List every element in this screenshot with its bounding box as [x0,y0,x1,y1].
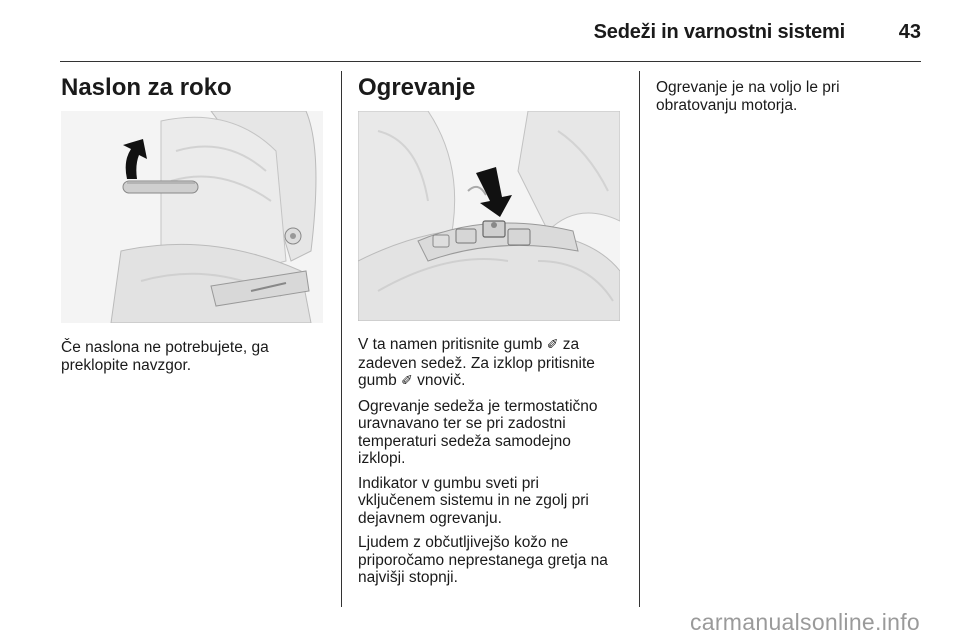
text-span: Ogrevanje sedeža je termostatično [358,397,598,415]
heated-seat-illustration [358,111,620,321]
text-line: Ogrevanje je na voljo le pri [656,79,840,96]
page-number: 43 [898,21,921,43]
text-span: vključenem sistemu in ne zgolj pri [358,492,589,509]
text-span: vnovič. [412,372,466,389]
column-divider-2 [639,71,640,607]
seat-heating-icon: ✐ [546,337,559,353]
text-span: uravnavano ter se pri zadostni [358,415,566,432]
heating-paragraph-4 [358,534,608,587]
page-header-title: Sedeži in varnostni sistemi [593,21,845,43]
armrest-text [61,339,269,374]
text-span: zadeven sedež. Za izklop pritisnite [358,354,595,372]
text-line: Če naslona ne potrebujete, ga [61,339,269,356]
heating-paragraph-1 [358,336,608,391]
footer-watermark: carmanualsonline.info [689,609,920,635]
section-heading-armrest: Naslon za roko [61,74,232,101]
heating-text [358,336,608,594]
text-span: Ljudem z občutljivejšo kožo ne [358,534,569,551]
text-span: Indikator v gumbu sveti pri [358,474,539,492]
text-span: V ta namen pritisnite gumb [358,336,547,353]
text-line: preklopite navzgor. [61,356,192,374]
text-span: temperaturi sedeža samodejno [358,432,571,450]
seat-heating-icon: ✐ [401,373,413,389]
armrest-illustration [61,111,323,323]
text-span: najvišji stopnji. [358,569,458,586]
heating-paragraph-2 [358,398,608,468]
text-line: obratovanju motorja. [656,96,798,114]
seat-heating-button-drawing [358,111,620,321]
heating-availability-text [656,79,840,114]
seat-armrest-drawing [61,111,323,323]
heating-paragraph-3 [358,475,608,528]
text-span: za [558,336,580,353]
column-divider-1 [341,71,342,607]
header-divider [60,61,921,62]
text-span: priporočamo neprestanega gretja na [358,551,608,569]
section-heading-heating: Ogrevanje [358,74,476,101]
text-span: gumb [358,372,402,389]
text-span: izklopi. [358,450,406,467]
text-span: dejavnem ogrevanju. [358,509,502,527]
